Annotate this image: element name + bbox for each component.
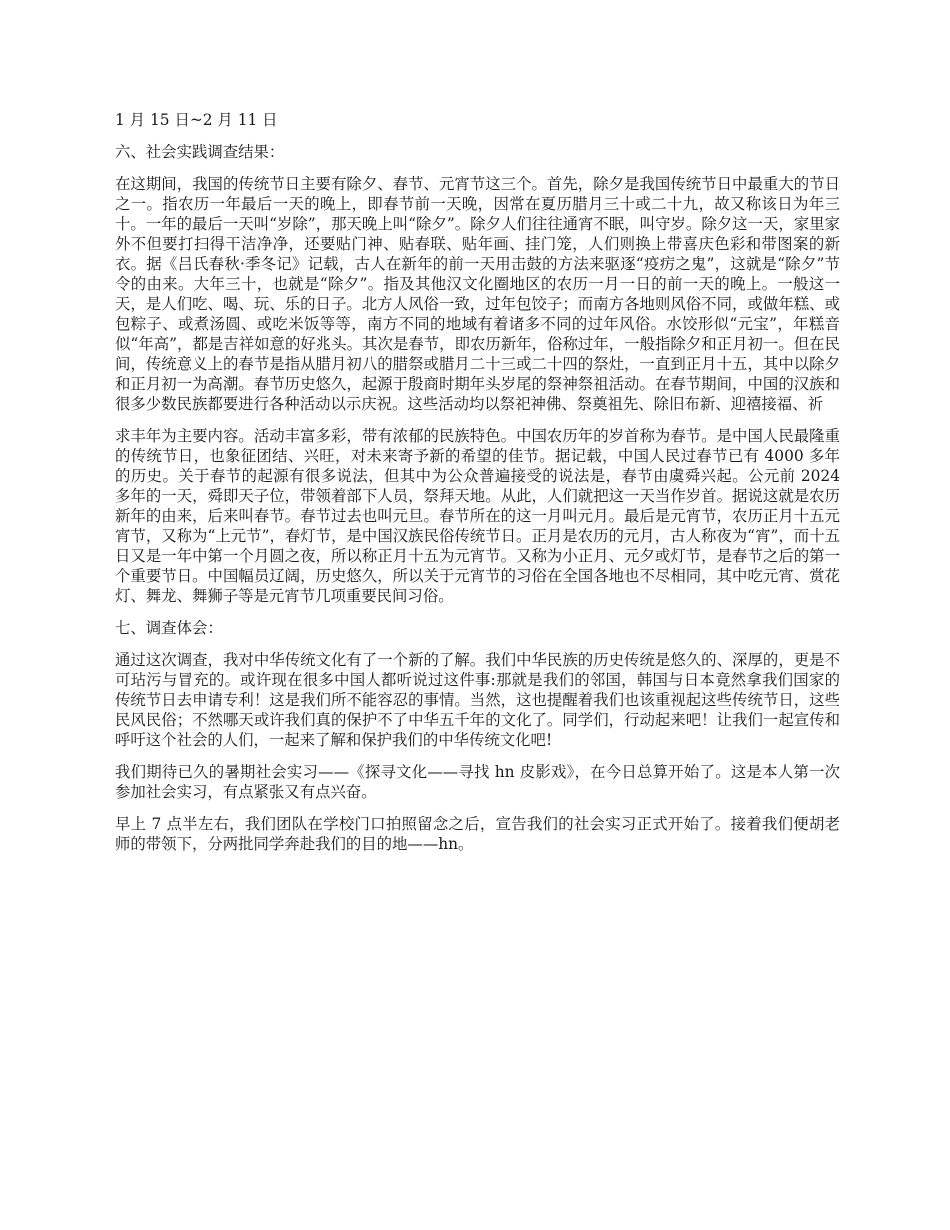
section-6-heading: 六、社会实践调查结果：	[115, 143, 285, 161]
section-6-paragraph-2: 求丰年为主要内容。活动丰富多彩，带有浓郁的民族特色。中国农历年的岁首称为春节。是中国人民最隆重的传统节日，也象征团结、兴旺，对未来寄予新的希望的佳节。据记载，中国人民过春节已有 4000 多年的历史。关于春节的起源有很多说法，但其中为公众普遍接受的说法是，春节由虞舜兴起。公元前 2024 多年的一天，舜即天子位，带领着部下人员，祭拜天地。从此，人们就把这一天当作岁首。据说这就是农历新年的由来，后来叫春节。春节过去也叫元旦。春节所在的这一月叫元月。最后是元宵节，农历正月十五元宵节，又称为“上元节”，春灯节，是中国汉族民俗传统节日。正月是农历的元月，古人称夜为“宵”，而十五日又是一年中第一个月圆之夜，所以称正月十五为元宵节。又称为小正月、元夕或灯节，是春节之后的第一个重要节日。中国幅员辽阔，历史悠久，所以关于元宵节的习俗在全国各地也不尽相同，其中吃元宵、赏花灯、舞龙、舞狮子等是元宵节几项重要民间习俗。	[115, 427, 840, 605]
section-7-heading: 七、调查体会：	[115, 619, 223, 637]
section-6-paragraph-1: 在这期间，我国的传统节日主要有除夕、春节、元宵节这三个。首先，除夕是我国传统节日中最重大的节日之一。指农历一年最后一天的晚上，即春节前一天晚，因常在夏历腊月三十或二十九，故又称该日为年三十。一年的最后一天叫“岁除”，那天晚上叫“除夕”。除夕人们往往通宵不眠，叫守岁。除夕这一天，家里家外不但要打扫得干洁净净，还要贴门神、贴春联、贴年画、挂门笼，人们则换上带喜庆色彩和带图案的新衣。据《吕氏春秋·季冬记》记载，古人在新年的前一天用击鼓的方法来驱逐“疫疠之鬼”，这就是“除夕”节令的由来。大年三十，也就是“除夕”。指及其他汉文化圈地区的农历一月一日的前一天的晚上。一般这一天，是人们吃、喝、玩、乐的日子。北方人风俗一致，过年包饺子；而南方各地则风俗不同，或做年糕、或包粽子、或煮汤圆、或吃米饭等等，南方不同的地域有着诸多不同的过年风俗。水饺形似“元宝”，年糕音似“年高”，都是吉祥如意的好兆头。其次是春节，即农历新年，俗称过年，一般指除夕和正月初一。但在民间，传统意义上的春节是指从腊月初八的腊祭或腊月二十三或二十四的祭灶，一直到正月十五，其中以除夕和正月初一为高潮。春节历史悠久，起源于殷商时期年头岁尾的祭神祭祖活动。在春节期间，中国的汉族和很多少数民族都要进行各种活动以示庆祝。这些活动均以祭祀神佛、祭奠祖先、除旧布新、迎禧接福、祈	[115, 175, 840, 413]
date-range: 1 月 15 日~2 月 11 日	[115, 111, 278, 129]
practice-paragraph-2: 早上 7 点半左右，我们团队在学校门口拍照留念之后，宣告我们的社会实习正式开始了。接着我们便胡老师的带领下，分两批同学奔赴我们的目的地——hn。	[115, 815, 840, 853]
section-7-paragraph: 通过这次调查，我对中华传统文化有了一个新的了解。我们中华民族的历史传统是悠久的、深厚的，更是不可玷污与冒充的。或许现在很多中国人都听说过这件事:那就是我们的邻国，韩国与日本竟然拿我们国家的传统节日去申请专利！这是我们所不能容忍的事情。当然，这也提醒着我们也该重视起这些传统节日，这些民风民俗；不然哪天或许我们真的保护不了中华五千年的文化了。同学们，行动起来吧！让我们一起宣传和呼吁这个社会的人们，一起来了解和保护我们的中华传统文化吧!	[115, 651, 840, 749]
practice-paragraph-1: 我们期待已久的暑期社会实习——《探寻文化——寻找 hn 皮影戏》，在今日总算开始了。这是本人第一次参加社会实习，有点紧张又有点兴奋。	[115, 763, 840, 801]
document-body	[115, 110, 840, 866]
